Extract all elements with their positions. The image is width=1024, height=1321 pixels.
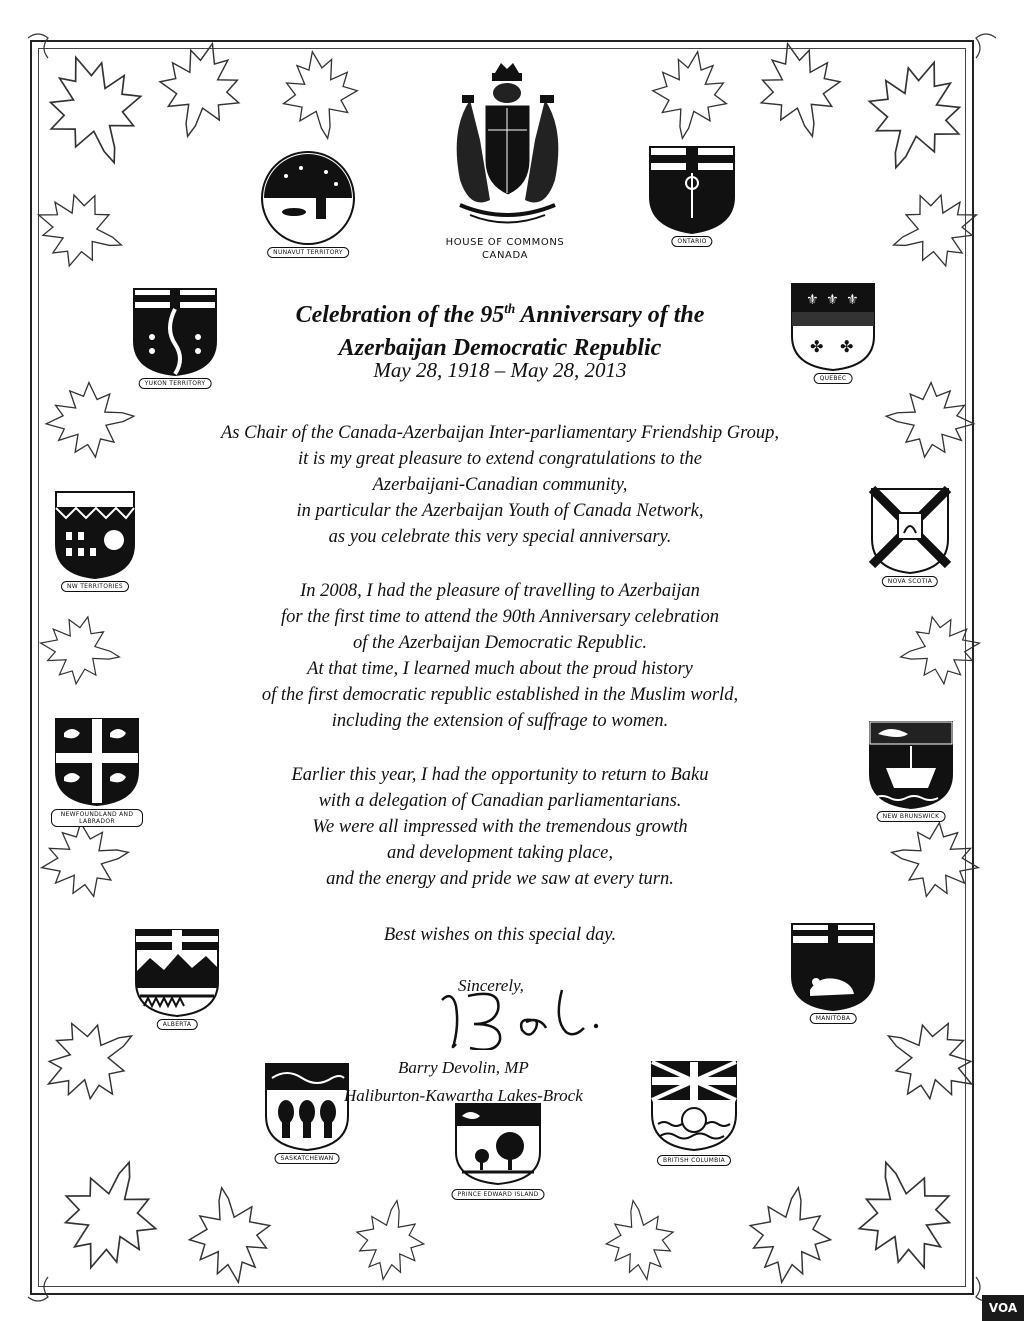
paragraph-line: and the energy and pride we saw at every turn. <box>326 869 674 889</box>
svg-text:⚜: ⚜ <box>806 292 819 308</box>
paragraph-3 <box>170 762 830 892</box>
voa-watermark: VOA <box>982 1295 1024 1321</box>
svg-text:⚜: ⚜ <box>846 292 859 308</box>
signatory-riding: Haliburton-Kawartha Lakes-Brock <box>344 1086 583 1105</box>
paragraph-line: Earlier this year, I had the opportunity to return to Baku <box>291 765 709 785</box>
paragraph-line: as you celebrate this very special anniversary. <box>328 527 672 547</box>
bc-label: BRITISH COLUMBIA <box>657 1155 731 1166</box>
bc-crest <box>646 1058 742 1162</box>
paragraph-line: with a delegation of Canadian parliamentarians. <box>318 791 682 811</box>
paragraph-line: including the extension of suffrage to women. <box>331 711 669 731</box>
canada-coat-of-arms-icon <box>440 55 575 233</box>
paragraph-line: and development taking place, <box>386 843 614 863</box>
new-brunswick-crest <box>866 718 956 818</box>
svg-text:✤: ✤ <box>840 337 854 356</box>
yukon-label: YUKON TERRITORY <box>139 378 212 389</box>
paragraph-1 <box>170 420 830 550</box>
pei-label: PRINCE EDWARD ISLAND <box>451 1189 544 1200</box>
paragraph-line: In 2008, I had the pleasure of travelling to Azerbaijan <box>300 581 700 601</box>
signature-icon <box>428 982 618 1050</box>
title-dates: May 28, 1918 – May 28, 2013 <box>373 358 627 382</box>
paragraph-line: At that time, I learned much about the proud history <box>307 659 693 679</box>
pei-crest <box>448 1100 548 1196</box>
nwt-crest-icon <box>52 488 138 580</box>
nunavut-crest-icon <box>256 146 360 246</box>
signatory-name: Barry Devolin, MP <box>398 1058 529 1077</box>
quebec-label: QUEBEC <box>814 373 853 384</box>
saskatchewan-label: SASKATCHEWAN <box>275 1153 340 1164</box>
ontario-label: ONTARIO <box>671 236 712 247</box>
new-brunswick-crest-icon <box>866 718 956 810</box>
ontario-crest <box>646 143 738 243</box>
paragraph-line: As Chair of the Canada-Azerbaijan Inter-parliamentary Friendship Group, <box>220 423 780 443</box>
nunavut-crest <box>256 146 360 254</box>
title-line1: Celebration of the 95th Anniversary of the <box>295 301 705 328</box>
nwt-crest <box>52 488 138 588</box>
nova-scotia-label: NOVA SCOTIA <box>882 576 938 587</box>
letterhead-line1: HOUSE OF COMMONS <box>445 237 565 248</box>
quebec-crest-icon <box>788 280 878 372</box>
nova-scotia-crest-icon <box>868 485 952 575</box>
new-brunswick-label: NEW BRUNSWICK <box>877 811 946 822</box>
quebec-crest <box>788 280 878 380</box>
paragraph-line: of the Azerbaijan Democratic Republic. <box>352 633 648 653</box>
newfoundland-crest-icon <box>52 715 142 807</box>
paragraph-4 <box>170 922 830 948</box>
paragraph-line: of the first democratic republic established in the Muslim world, <box>261 685 739 705</box>
paragraph-line: Azerbaijani-Canadian community, <box>372 475 628 495</box>
newfoundland-label: NEWFOUNDLAND AND LABRADOR <box>51 809 143 827</box>
alberta-label: ALBERTA <box>157 1019 198 1030</box>
letterhead <box>400 236 610 262</box>
nwt-label: NW TERRITORIES <box>61 581 129 592</box>
pei-crest-icon <box>448 1100 548 1188</box>
nova-scotia-crest <box>868 485 952 583</box>
nunavut-label: NUNAVUT TERRITORY <box>267 247 349 258</box>
paragraph-line: in particular the Azerbaijan Youth of Canada Network, <box>296 501 704 521</box>
letterhead-line2: CANADA <box>481 250 529 261</box>
closing: Sincerely, <box>458 976 524 995</box>
saskatchewan-crest <box>262 1060 352 1160</box>
manitoba-label: MANITOBA <box>810 1013 857 1024</box>
paragraph-line: it is my great pleasure to extend congratulations to the <box>297 449 703 469</box>
paragraph-line: We were all impressed with the tremendous growth <box>312 817 688 837</box>
ontario-crest-icon <box>646 143 738 235</box>
letter-title <box>200 292 800 365</box>
paragraph-line: Best wishes on this special day. <box>383 925 617 945</box>
svg-text:✤: ✤ <box>810 337 824 356</box>
svg-text:⚜: ⚜ <box>826 292 839 308</box>
saskatchewan-crest-icon <box>262 1060 352 1152</box>
bc-crest-icon <box>646 1058 742 1154</box>
paragraph-2 <box>170 578 830 734</box>
newfoundland-crest <box>52 715 142 823</box>
paragraph-line: for the first time to attend the 90th Anniversary celebration <box>281 607 719 627</box>
title-line2: Azerbaijan Democratic Republic <box>338 335 662 361</box>
